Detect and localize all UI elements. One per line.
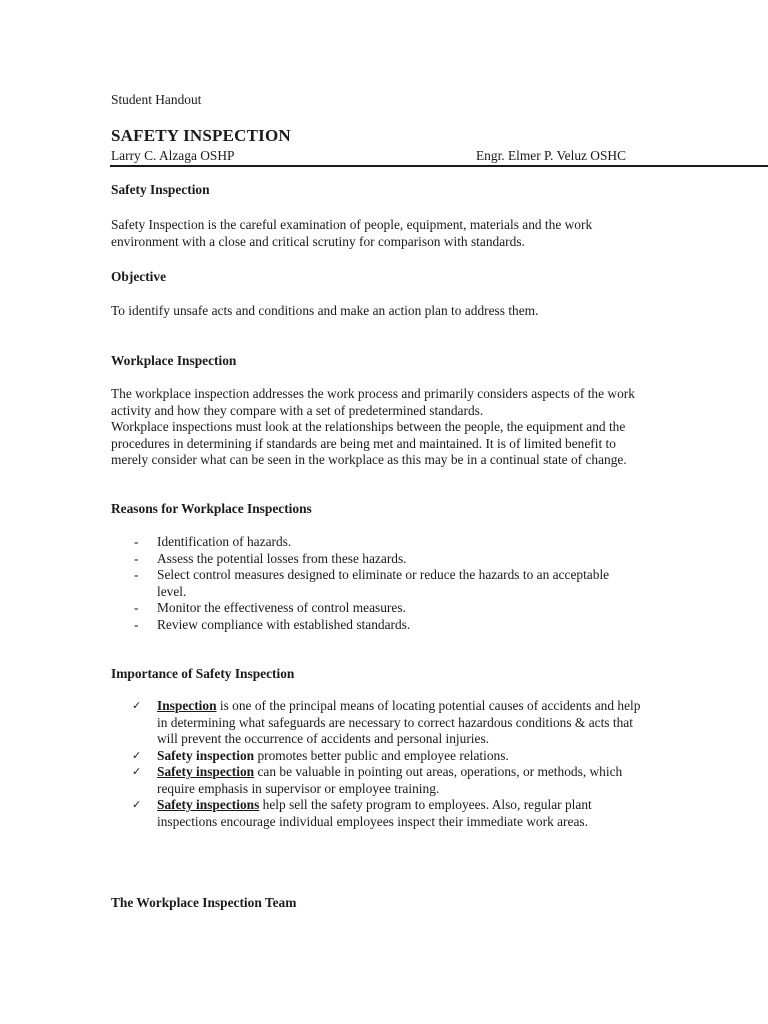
dash-bullet: -	[134, 616, 139, 632]
document-title: SAFETY INSPECTION	[111, 126, 291, 145]
safety-inspection-definition: Safety Inspection is the careful examination of people, equipment, materials and the work environment with a close and critical scrutiny for comparison with standards.	[111, 217, 593, 249]
section-heading-reasons: Reasons for Workplace Inspections	[111, 501, 312, 516]
section-heading-objective: Objective	[111, 269, 167, 284]
check-icon: ✓	[132, 766, 142, 778]
dash-bullet: -	[134, 534, 139, 549]
dash-bullet: -	[134, 600, 139, 615]
author-left: Larry C. Alzaga OSHP	[111, 148, 235, 163]
handout-label: Student Handout	[111, 92, 202, 107]
check-icon: ✓	[132, 700, 142, 712]
section-heading-safety-inspection: Safety Inspection	[111, 182, 210, 197]
list-item: - Review compliance with established standards.	[134, 616, 411, 632]
list-item: ✓ Inspection is one of the principal means of locating potential causes of accidents and help in determining what safeguards are necessary to correct hazardous conditions & acts that will prevent the occurrence of accidents and personal injuries.	[132, 698, 641, 746]
list-item: - Monitor the effectiveness of control measures.	[134, 600, 406, 615]
list-item: - Select control measures designed to eliminate or reduce the hazards to an acceptable level.	[134, 567, 610, 599]
list-item: ✓ Safety inspection can be valuable in pointing out areas, operations, or methods, which require emphasis in supervisor or employee training.	[132, 764, 623, 796]
workplace-inspection-para-1: The workplace inspection addresses the work process and primarily considers aspects of the work activity and how they compare with a set of predetermined standards.	[111, 386, 635, 418]
author-right: Engr. Elmer P. Veluz OSHC	[476, 148, 627, 163]
list-item: ✓ Safety inspections help sell the safety program to employees. Also, regular plant inspections encourage individual employees inspect their immediate work areas.	[132, 797, 592, 829]
workplace-inspection-para-2: Workplace inspections must look at the relationships between the people, the equipment and the procedures in determining if standards are being met and maintained. It is of limited benefit to merely consider what can be seen in the workplace as this may be in a continual state of change.	[111, 419, 627, 467]
dash-bullet: -	[134, 567, 139, 582]
objective-text: To identify unsafe acts and conditions and make an action plan to address them.	[111, 303, 539, 318]
list-item: - Assess the potential losses from these hazards.	[134, 550, 407, 566]
list-item: ✓ Safety inspection promotes better public and employee relations.	[132, 747, 509, 763]
header-divider	[110, 165, 768, 167]
section-heading-importance: Importance of Safety Inspection	[111, 666, 295, 681]
section-heading-workplace-inspection: Workplace Inspection	[111, 353, 237, 368]
check-icon: ✓	[132, 799, 142, 811]
list-item: - Identification of hazards.	[134, 534, 292, 549]
check-icon: ✓	[132, 749, 142, 762]
dash-bullet: -	[134, 550, 139, 566]
importance-list	[111, 698, 646, 830]
reasons-list	[111, 534, 631, 633]
section-heading-team: The Workplace Inspection Team	[111, 895, 297, 910]
